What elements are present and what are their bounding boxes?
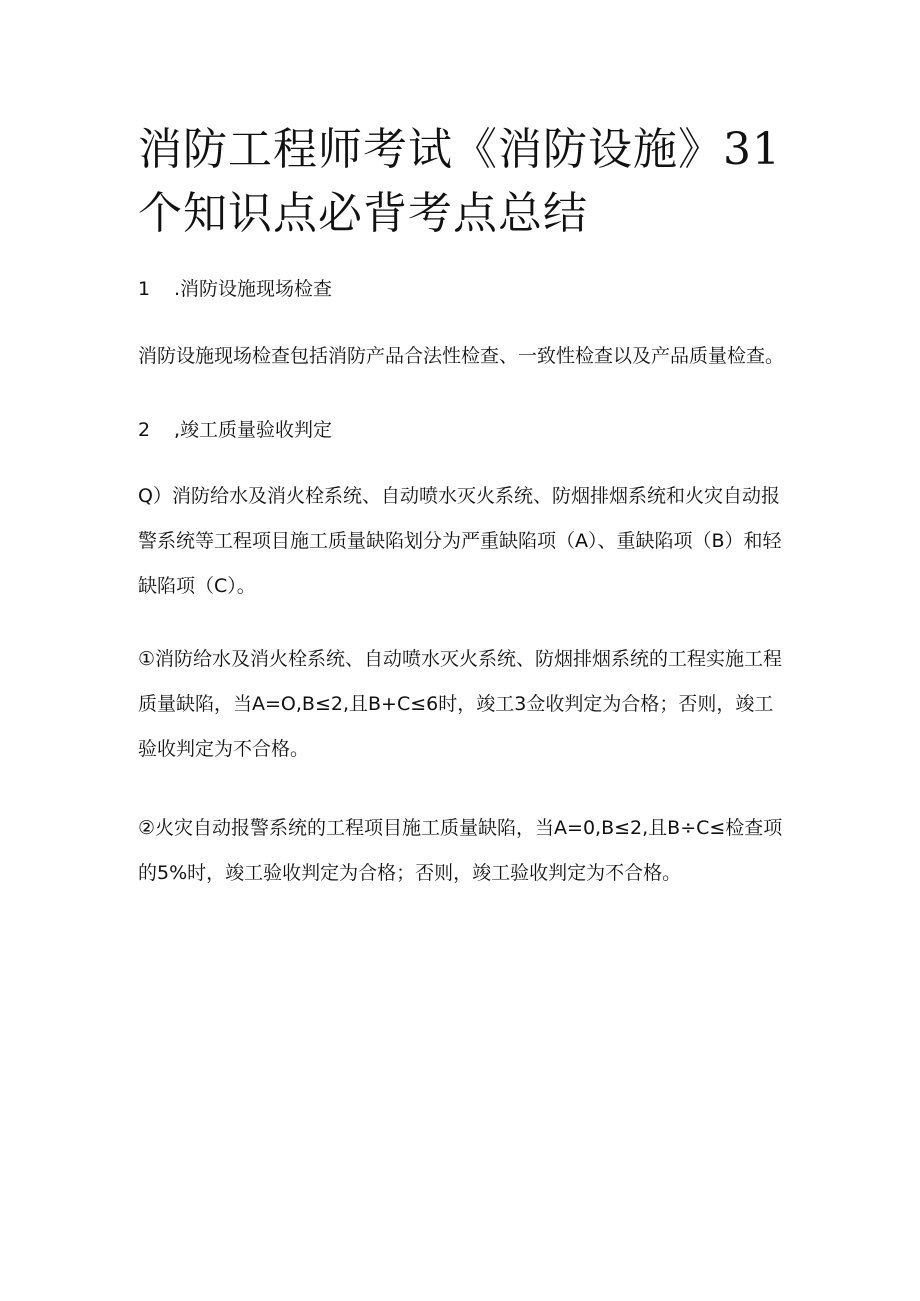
- section-2-paragraph-2: ①消防给水及消火栓系统、自动喷水灭火系统、防烟排烟系统的工程实施工程质量缺陷，当A=O,B≤2,且B+C≤6时，竣工3佥收判定为合格；否则，竣工验收判定为不合格。: [138, 648, 783, 760]
- section-2-paragraph-1: Q）消防给水及消火栓系统、自动喷水灭火系统、防烟排烟系统和火灾自动报警系统等工程项目施工质量缺陷划分为严重缺陷项（A）、重缺陷项（B）和轻缺陷项（C）。: [138, 485, 782, 597]
- section-1-body: 消防设施现场检查包括消防产品合法性检查、一致性检查以及产品质量检查。: [138, 345, 785, 367]
- document-title: 消防工程师考试《消防设施》31个知识点必背考点总结: [138, 124, 781, 239]
- section-2-heading: [138, 415, 788, 445]
- section-1-number: 1: [138, 278, 151, 300]
- section-2-paragraph-3: ②火灾自动报警系统的工程项目施工质量缺陷，当A=0,B≤2,且B÷C≤检查项的5%时，竣工验收判定为合格；否则，竣工验收判定为不合格。: [138, 817, 783, 884]
- section-2-heading-text: ,竣工质量验收判定: [174, 419, 333, 441]
- section-1-heading: [138, 274, 788, 304]
- section-1-heading-text: .消防设施现场检查: [174, 278, 333, 300]
- section-2-number: 2: [138, 419, 151, 441]
